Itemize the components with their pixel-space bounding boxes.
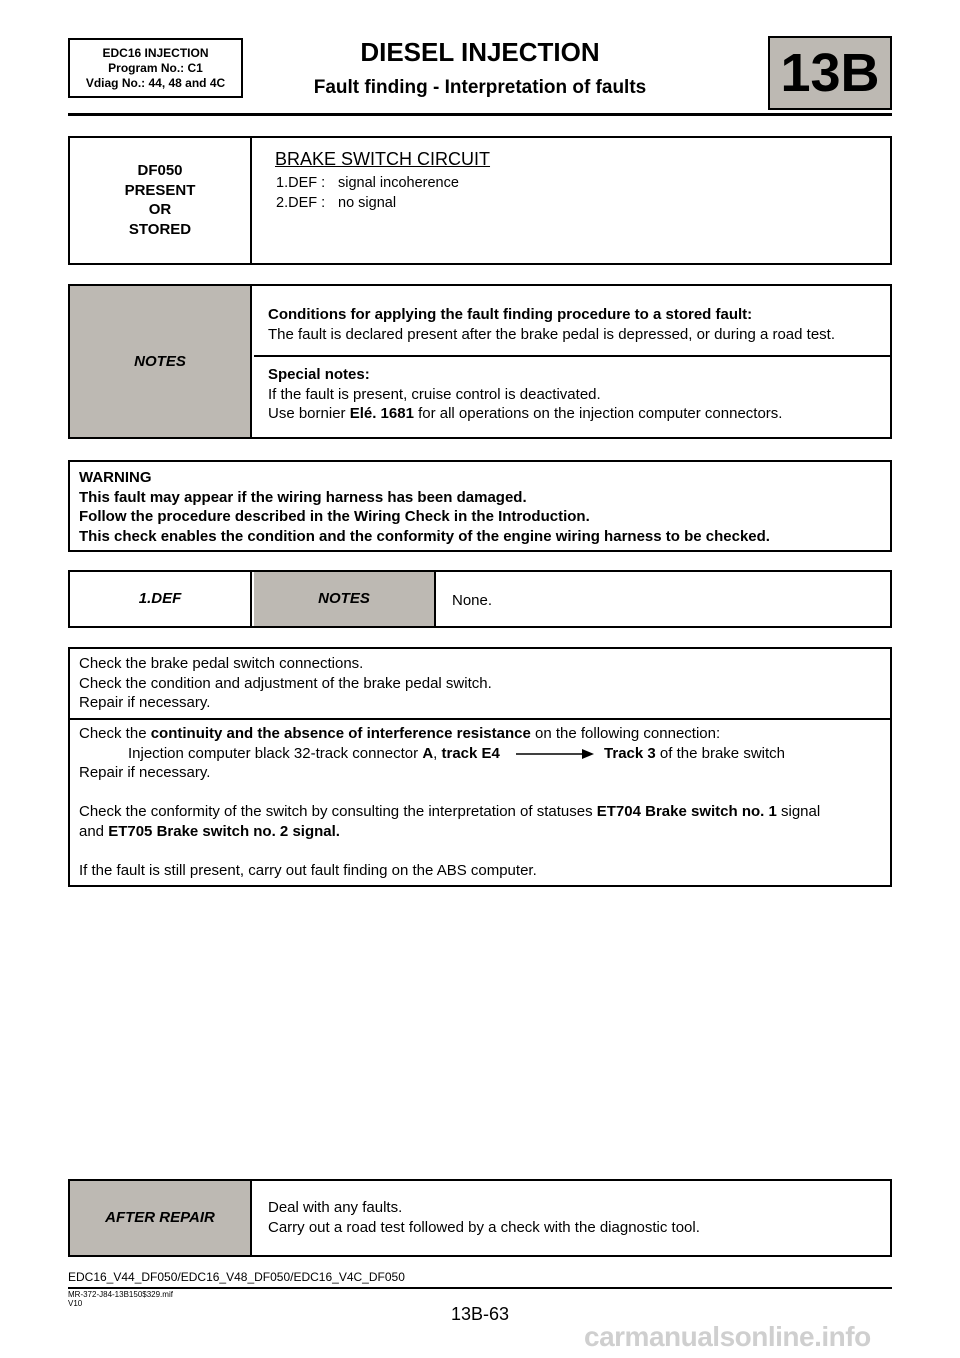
right-arrow-icon: [516, 748, 594, 760]
checks-box: [68, 647, 892, 887]
after-repair-label: AFTER REPAIR: [70, 1181, 252, 1255]
fault-code-cell: [70, 138, 252, 263]
def1-label: 1.DEF: [70, 572, 252, 626]
notes-divider: [254, 355, 890, 357]
section-code-badge: 13B: [768, 36, 892, 110]
checks-first: [79, 654, 492, 713]
page-subtitle: Fault finding - Interpretation of faults: [313, 77, 647, 98]
warning-line: WARNING: [79, 469, 152, 486]
def1-box: [68, 570, 892, 628]
fault-status: STORED: [128, 220, 192, 238]
conformity-line: Check the conformity of the switch by consulting the interpretation of statuses ET704 Brake switch no. 1 signal: [79, 803, 821, 820]
special-line: Use bornier Elé. 1681 for all operations on the injection computer connectors.: [268, 405, 783, 422]
footer-reference: EDC16_V44_DF050/EDC16_V48_DF050/EDC16_V4C_DF050: [68, 1270, 405, 1284]
checks-second: [79, 724, 889, 880]
warning-line: This fault may appear if the wiring harness has been damaged.: [79, 488, 527, 506]
def1-notes-value: None.: [452, 592, 493, 609]
def1-notes-label: NOTES: [254, 572, 436, 626]
fault-def-code: 1.DEF :: [276, 175, 326, 191]
abs-line: If the fault is still present, carry out fault finding on the ABS computer.: [79, 861, 537, 879]
fault-def-item: [276, 174, 459, 194]
product-line: Vdiag No.: 44, 48 and 4C: [85, 76, 226, 90]
fault-box: [68, 136, 892, 265]
page-title: DIESEL INJECTION: [360, 37, 600, 67]
conditions-heading: Conditions for applying the fault finding procedure to a stored fault:: [268, 306, 753, 323]
repair-line: Repair if necessary.: [79, 764, 211, 781]
warning-line: This check enables the condition and the conformity of the engine wiring harness to be checked.: [79, 527, 770, 545]
notes-conditions: [268, 305, 888, 344]
notes-label: NOTES: [70, 286, 252, 437]
fault-code: DF050: [137, 162, 183, 179]
fault-def-code: 2.DEF :: [276, 194, 326, 211]
fault-status: OR: [148, 201, 172, 218]
checks-divider: [70, 718, 890, 720]
footer-rule: [68, 1287, 892, 1289]
product-line: EDC16 INJECTION: [102, 46, 209, 60]
fault-def-list: [276, 174, 459, 213]
fault-def-item: [276, 194, 459, 214]
connection-line: Injection computer black 32-track connector A, track E4 Track 3 of the brake switch: [128, 744, 785, 762]
fault-status: PRESENT: [124, 181, 196, 199]
check-line: Check the brake pedal switch connections.: [79, 655, 364, 672]
fault-def-text: signal incoherence: [338, 175, 459, 191]
header-rule: [68, 113, 892, 116]
special-line: If the fault is present, cruise control is deactivated.: [268, 385, 601, 403]
after-repair-line: Deal with any faults.: [268, 1199, 403, 1216]
after-repair-line: Carry out a road test followed by a check with the diagnostic tool.: [268, 1218, 700, 1236]
footer-mif: MR-372-J84-13B150$329.mif: [68, 1290, 173, 1299]
after-repair-box: [68, 1179, 892, 1257]
product-box: [68, 38, 243, 98]
conformity-line: and ET705 Brake switch no. 2 signal.: [79, 822, 340, 840]
warning-box: [68, 460, 892, 552]
fault-def-text: no signal: [338, 194, 397, 211]
conditions-text: The fault is declared present after the brake pedal is depressed, or during a road test.: [268, 325, 835, 343]
product-line: Program No.: C1: [108, 61, 203, 75]
watermark[interactable]: carmanualsonline.info: [584, 1321, 871, 1352]
after-repair-text: [268, 1198, 700, 1237]
check-line: Check the condition and adjustment of the brake pedal switch.: [79, 674, 492, 692]
special-heading: Special notes:: [268, 366, 370, 383]
footer-version: V10: [68, 1299, 83, 1308]
check-line: Repair if necessary.: [79, 694, 211, 711]
warning-line: Follow the procedure described in the Wiring Check in the Introduction.: [79, 508, 590, 525]
page-number: 13B-63: [450, 1304, 510, 1324]
notes-special: [268, 365, 888, 424]
fault-title: BRAKE SWITCH CIRCUIT: [275, 149, 491, 169]
continuity-line: Check the continuity and the absence of interference resistance on the following connection:: [79, 725, 721, 742]
notes-box: [68, 284, 892, 439]
